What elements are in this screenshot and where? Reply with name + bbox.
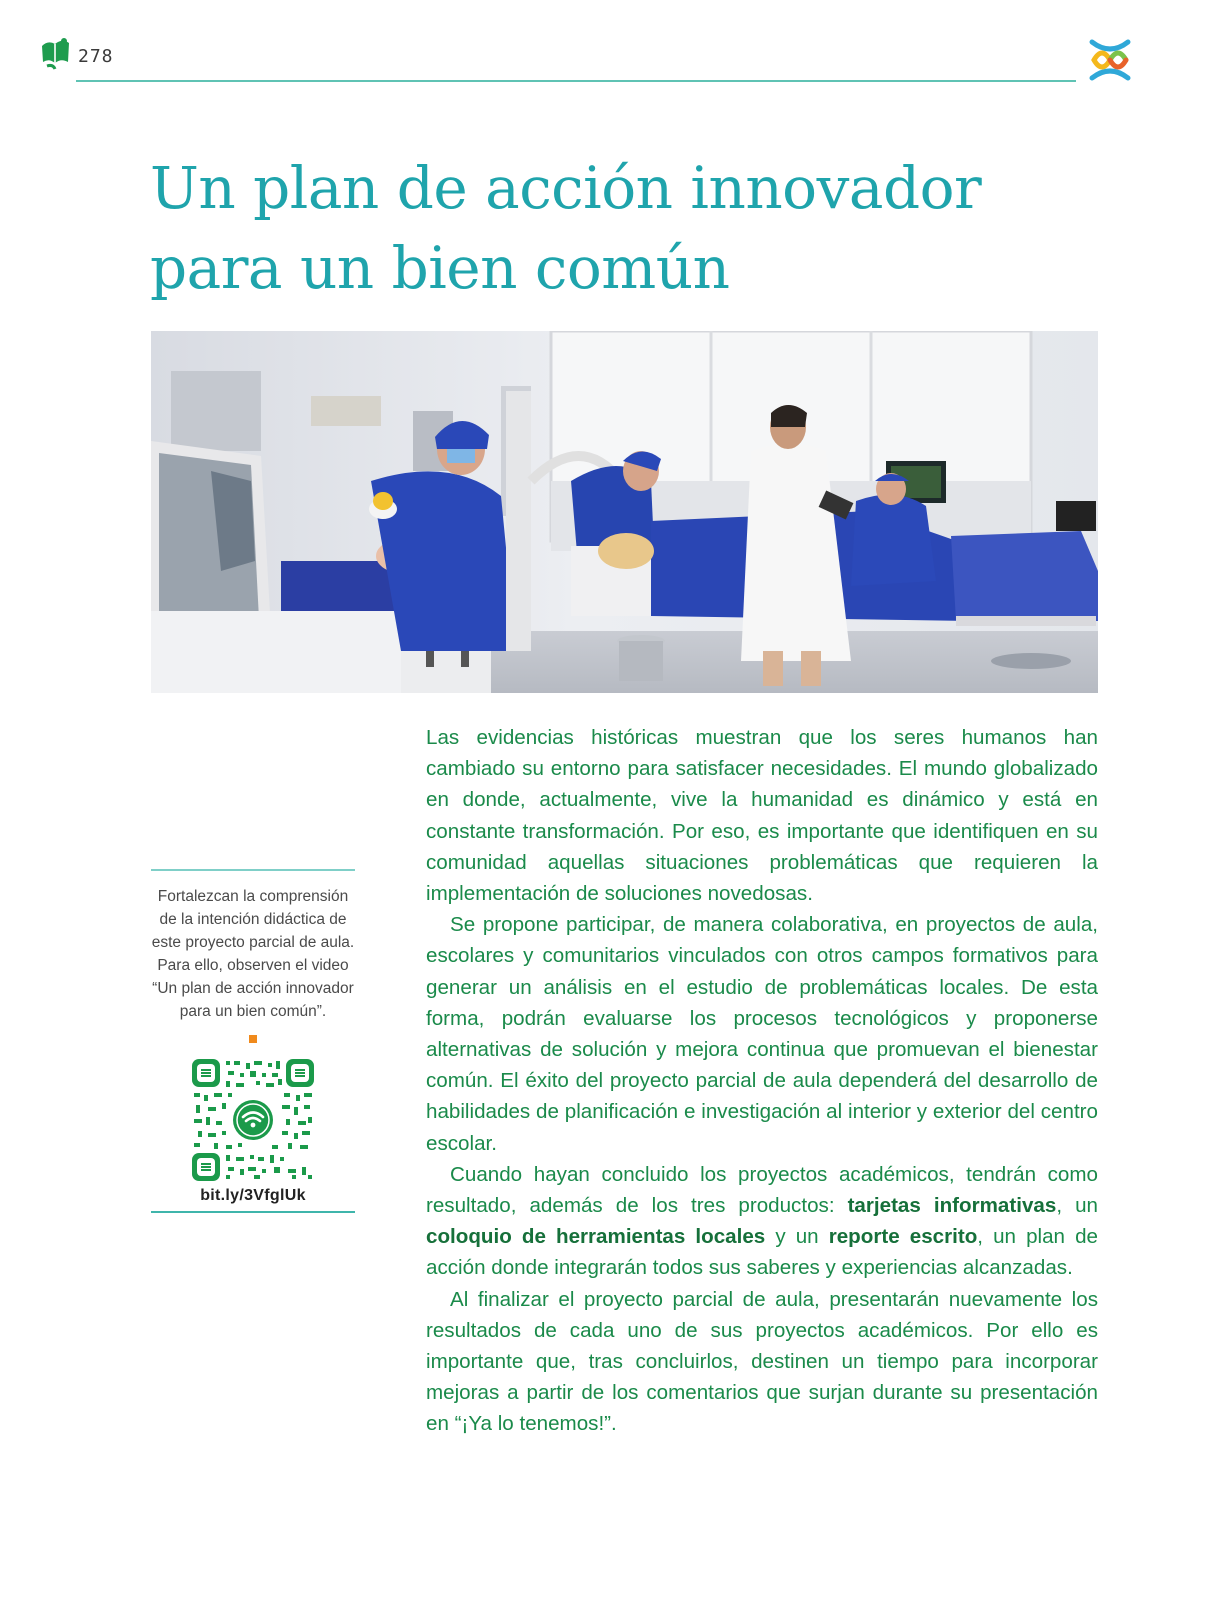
sidebar-rule-bottom bbox=[151, 1211, 355, 1213]
page-title-line-1: Un plan de acción innovador bbox=[150, 154, 982, 222]
page-title-line-2: para un bien común bbox=[150, 234, 730, 302]
page-number: 278 bbox=[78, 46, 114, 67]
product-reporte: reporte escrito bbox=[828, 1225, 978, 1249]
sidebar-bullet bbox=[249, 1035, 257, 1043]
paragraph-3-sep-2: y un bbox=[765, 1225, 829, 1249]
product-tarjetas: tarjetas informativas bbox=[847, 1194, 1057, 1218]
paragraph-1: Las evidencias históricas muestran que los seres humanos han cambiado su entorno para satisfacer necesidades. El mundo globalizado en donde, actualmente, vive la humanidad es dinámico y está en constante transformación. Por eso, es importante que identifiquen en su comunidad aquellas situaciones problemáticas que requieren la implementación de soluciones novedosas. bbox=[426, 726, 1098, 906]
page-title bbox=[150, 148, 981, 308]
green-leaf-book-icon bbox=[38, 36, 72, 72]
sidebar-rule-top bbox=[151, 869, 355, 871]
paragraph-3-sep-1: , un bbox=[1056, 1194, 1098, 1218]
sidebar-text: Fortalezcan la comprensión de la intención didáctica de este proyecto parcial de aula. Para ello, observen el video “Un plan de acción innovador para un bien común”. bbox=[151, 888, 355, 1020]
paragraph-2: Se propone participar, de manera colaborativa, en proyectos de aula, escolares y comunitarios vinculados con otros campos formativos para generar un análisis en el estudio de problemáticas locales. De esta forma, podrán evaluarse los procesos tecnológicos y proponerse alternativas de solución y mejora continua que promuevan el bienestar común. El éxito del proyecto parcial de aula dependerá del desarrollo de habilidades de planificación e investigación al interior y exterior del centro escolar. bbox=[426, 913, 1098, 1155]
paragraph-3-intro: Cuando hayan concluido los proyectos académicos, tendrán como resultado, además de los tres productos: bbox=[426, 1162, 1098, 1218]
medical-simulation-photo bbox=[151, 331, 1098, 693]
campus-formativo-logo-icon bbox=[1084, 34, 1136, 86]
video-link[interactable]: bit.ly/3VfglUk bbox=[200, 1187, 306, 1204]
qr-code-icon[interactable] bbox=[192, 1059, 314, 1181]
paragraph-4: Al finalizar el proyecto parcial de aula, presentarán nuevamente los resultados de cada uno de sus proyectos académicos. Por ello es importante que, tras concluirlos, destinen un tiempo para incorporar mejoras a partir de los comentarios que surjan durante su presentación en “¡Ya lo tenemos!”. bbox=[426, 1287, 1098, 1436]
header-rule bbox=[76, 80, 1076, 82]
body-text bbox=[426, 722, 1098, 1440]
product-coloquio: coloquio de herramientas locales bbox=[426, 1225, 766, 1249]
video-sidebar bbox=[151, 869, 355, 1213]
paragraph-3-end: , un plan de acción donde integrarán todos sus saberes y experiencias alcanzadas. bbox=[426, 1225, 1098, 1280]
paragraph-3 bbox=[426, 1159, 1098, 1284]
